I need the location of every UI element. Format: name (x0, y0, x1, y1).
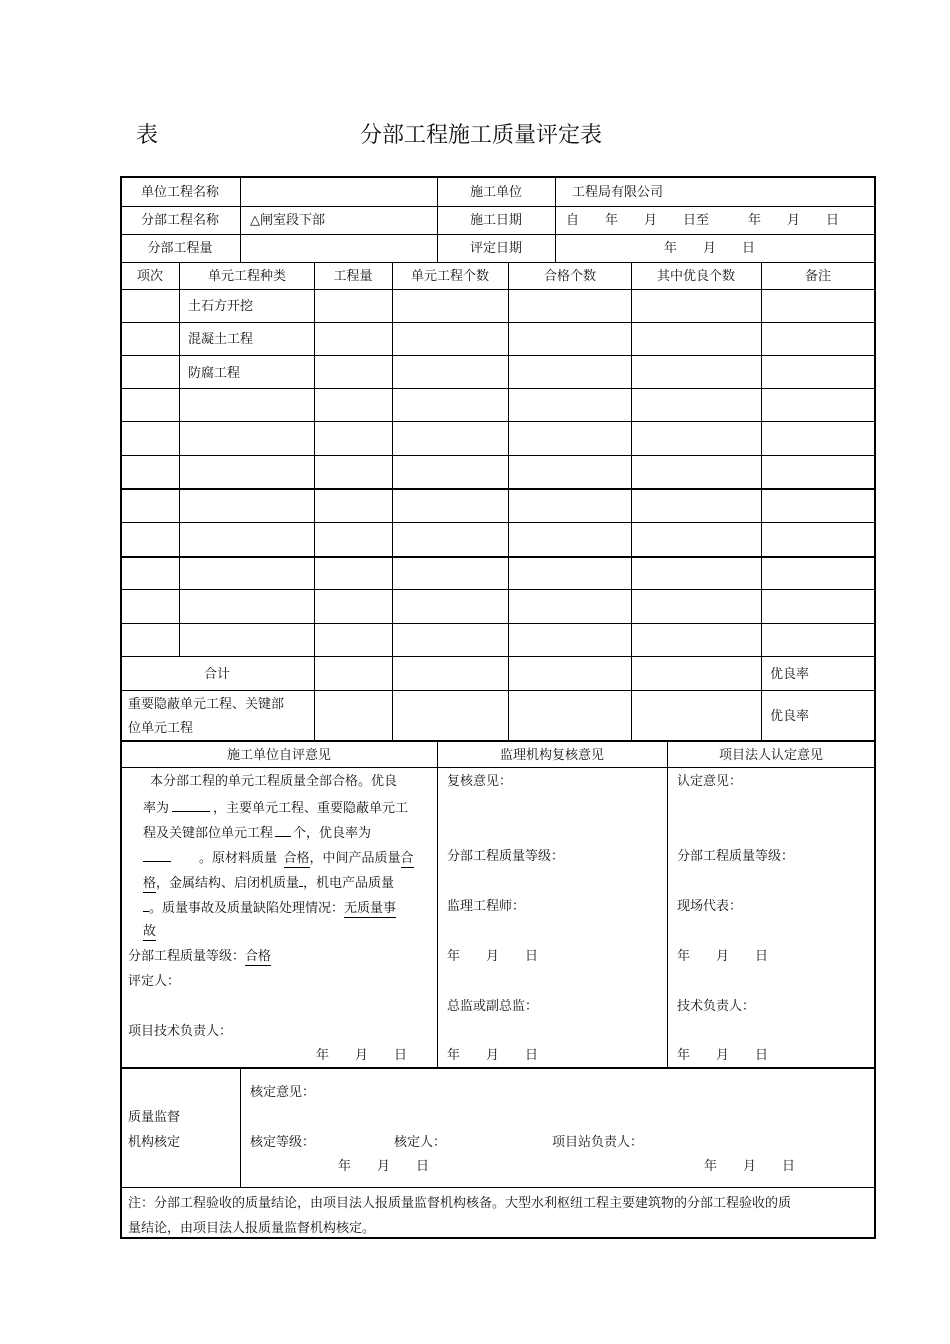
total-label: 合计 (203, 667, 231, 682)
contractor-opinion-line: 。质量事故及质量缺陷处理情况：无质量事 (143, 898, 396, 918)
site-rep-label: 现场代表： (677, 899, 743, 914)
owner-date-1: 年 月 日 (677, 949, 769, 964)
page-title: 分部工程施工质量评定表 (360, 123, 603, 148)
supervising-engineer-label: 监理工程师： (447, 899, 526, 914)
approval-opinion-label: 核定意见： (250, 1085, 316, 1100)
owner-grade-label: 分部工程质量等级： (677, 849, 795, 864)
supervision-date-2: 年 月 日 (704, 1159, 796, 1174)
col-header-count: 单元工程个数 (410, 269, 490, 284)
contractor-opinion-line: 本分部工程的单元工程质量全部合格。优良 (150, 774, 398, 789)
owner-date-2: 年 月 日 (677, 1048, 769, 1063)
contractor-opinion-line: 率为 ，主要单元工程、重要隐蔽单元工 (143, 798, 408, 817)
footnote: 注：分部工程验收的质量结论，由项目法人报质量监督机构核备。大型水利枢纽工程主要建筑物的分部工程验收的质 (128, 1196, 792, 1211)
quantity-label: 分部工程量 (147, 241, 213, 256)
grid-line (761, 262, 762, 740)
col-header-note: 备注 (804, 269, 832, 284)
grid-line (120, 656, 876, 657)
approval-grade-label: 核定等级： (250, 1135, 316, 1150)
table-row: 混凝土工程 (188, 332, 254, 347)
grid-line (240, 1067, 241, 1187)
grid-line (437, 740, 438, 1067)
grid-line (120, 1067, 876, 1069)
unit-project-label: 单位工程名称 (140, 185, 220, 200)
contractor-opinion-line: 格，金属结构、启闭机质量 ，机电产品质量 (143, 873, 394, 893)
grid-line (120, 488, 876, 490)
contractor-opinion-line: 。原材料质量 合格，中间产品质量合 (143, 848, 414, 868)
grid-line (120, 322, 876, 323)
eval-date-label: 评定日期 (469, 241, 523, 256)
key-rate-label: 优良率 (770, 709, 810, 724)
grid-line (120, 289, 876, 290)
grid-line (120, 690, 876, 691)
grid-line (120, 421, 876, 422)
grid-line (240, 176, 241, 262)
contractor-opinion-line: 故 (143, 924, 157, 939)
total-rate-label: 优良率 (770, 667, 810, 682)
grid-line (120, 234, 876, 235)
sub-project-value: △闸室段下部 (250, 213, 325, 228)
contractor-date: 年 月 日 (316, 1048, 408, 1063)
key-units-label: 重要隐蔽单元工程、关键部 (128, 697, 285, 712)
sub-project-label: 分部工程名称 (140, 213, 220, 228)
col-header-qty: 工程量 (333, 269, 373, 284)
eval-date-value: 年 月 日 (664, 241, 756, 256)
grid-line (120, 1187, 876, 1188)
station-head-label: 项目站负责人： (552, 1135, 644, 1150)
grid-line (120, 740, 876, 742)
approver-label: 核定人： (394, 1135, 447, 1150)
tech-lead-label: 项目技术负责人： (128, 1024, 233, 1039)
table-row: 防腐工程 (188, 366, 241, 381)
key-units-label-2: 位单元工程 (128, 721, 194, 736)
supervisor-date-1: 年 月 日 (447, 949, 539, 964)
table-row: 土石方开挖 (188, 299, 254, 314)
grid-line (120, 556, 876, 558)
blank-field (172, 798, 210, 812)
construction-date-label: 施工日期 (469, 213, 523, 228)
owner-opinion-header: 项目法人认定意见 (718, 748, 824, 763)
grid-line (555, 176, 556, 262)
table-prefix: 表 (136, 123, 159, 148)
grid-line (120, 522, 876, 523)
blank-field (275, 823, 291, 837)
grid-line (120, 623, 876, 624)
contractor-opinion-line: 程及关键部位单元工程 个，优良率为 (143, 823, 371, 842)
grid-line (120, 767, 876, 768)
review-opinion-label: 复核意见： (447, 774, 513, 789)
grid-line (120, 388, 876, 389)
blank-field (143, 848, 171, 862)
grid-line (120, 589, 876, 590)
confirm-opinion-label: 认定意见： (677, 774, 743, 789)
grid-line (120, 455, 876, 456)
col-header-type: 单元工程种类 (207, 269, 287, 284)
supervisor-opinion-header: 监理机构复核意见 (499, 748, 605, 763)
contractor-label: 施工单位 (469, 185, 523, 200)
construction-date-value: 自 年 月 日至 年 月 日 (566, 213, 840, 228)
supervision-date-1: 年 月 日 (338, 1159, 430, 1174)
col-header-no: 项次 (136, 269, 164, 284)
supervision-label: 质量监督 (128, 1110, 181, 1125)
col-header-excellent: 其中优良个数 (656, 269, 736, 284)
grid-line (179, 262, 180, 656)
contractor-opinion-header: 施工单位自评意见 (226, 748, 332, 763)
grid-line (437, 176, 438, 262)
grid-line (392, 262, 393, 740)
col-header-pass: 合格个数 (543, 269, 597, 284)
grid-line (631, 262, 632, 740)
owner-tech-lead-label: 技术负责人： (677, 999, 756, 1014)
evaluator-label: 评定人： (128, 974, 181, 989)
contractor-value: 工程局有限公司 (572, 185, 664, 200)
footnote-2: 量结论，由项目法人报质量监督机构核定。 (128, 1221, 376, 1236)
grid-line (667, 740, 668, 1067)
contractor-grade: 分部工程质量等级：合格 (128, 949, 272, 964)
grid-line (508, 262, 509, 740)
grid-line (120, 206, 876, 207)
supervisor-date-2: 年 月 日 (447, 1048, 539, 1063)
grid-line (314, 262, 315, 740)
chief-supervisor-label: 总监或副总监： (447, 999, 539, 1014)
supervision-label-2: 机构核定 (128, 1135, 181, 1150)
supervisor-grade-label: 分部工程质量等级： (447, 849, 565, 864)
grid-line (120, 262, 876, 263)
grid-line (120, 355, 876, 356)
